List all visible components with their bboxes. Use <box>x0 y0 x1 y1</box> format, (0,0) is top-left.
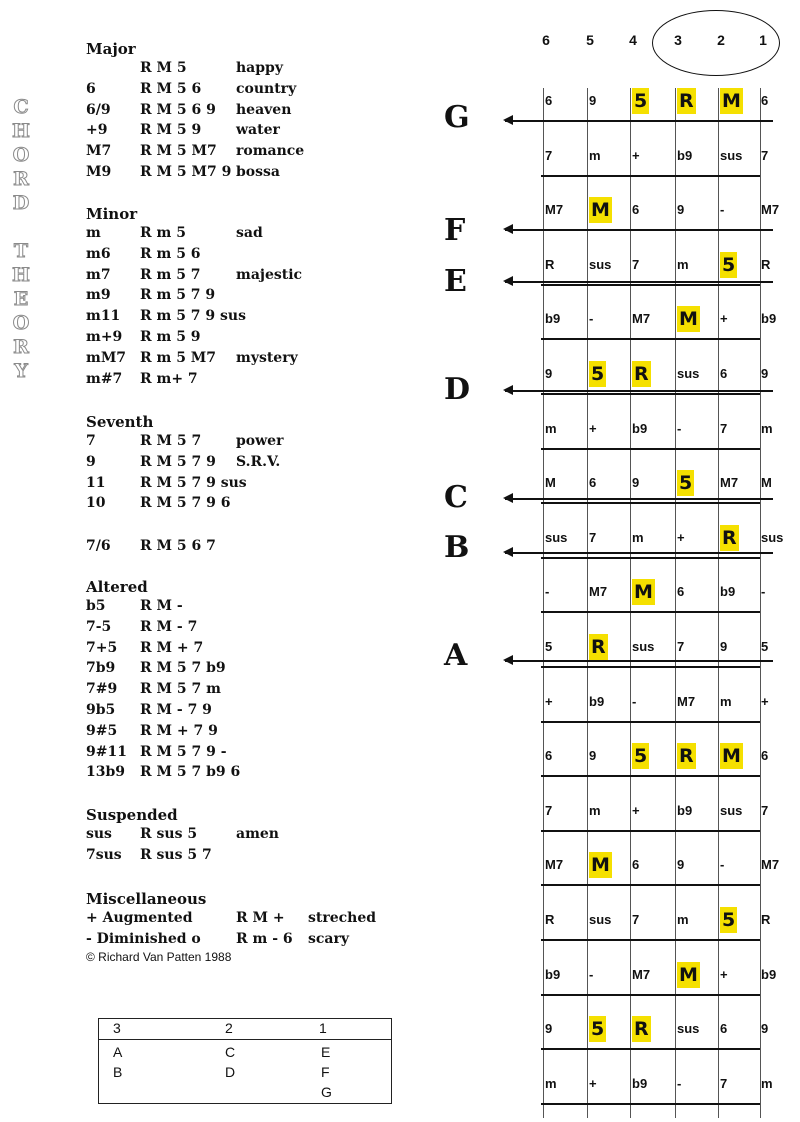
fret-degree: 6 <box>677 584 685 600</box>
chord-name: - Diminished o <box>86 930 201 947</box>
fret-degree: b9 <box>545 311 561 327</box>
fret-line <box>541 775 760 777</box>
fret-degree: b9 <box>677 802 693 818</box>
fret-degree: 7 <box>677 639 685 654</box>
fret-degree: R <box>545 256 555 272</box>
fret-degree: 6 <box>720 1021 728 1037</box>
fret-degree: M <box>634 581 653 604</box>
chord-formula: R m 5 7 9 sus <box>140 308 246 325</box>
note-label-b: B <box>444 530 470 565</box>
fret-line <box>541 1048 760 1050</box>
chord-name: 7b9 <box>86 660 116 677</box>
fret-degree: + <box>589 420 597 436</box>
fret-degree: 7 <box>632 912 640 927</box>
chord-formula: R m 5 7 9 <box>140 287 216 304</box>
fret-degree: sus <box>677 1021 700 1037</box>
chord-formula: R M 5 6 9 <box>140 101 216 118</box>
chord-mood: country <box>236 80 297 97</box>
chord-formula: R M 5 M7 9 <box>140 164 232 180</box>
string-line <box>543 88 544 1118</box>
fret-degree: M <box>679 308 698 331</box>
fret-degree: 5 <box>545 639 553 654</box>
fret-line <box>541 502 760 504</box>
section-title: Suspended <box>86 806 178 824</box>
fret-line <box>541 939 760 941</box>
chord-mood: mystery <box>236 349 298 366</box>
fret-line <box>541 884 760 886</box>
chord-formula: R M 5 7 9 <box>140 453 216 470</box>
chord-formula: R M 5 7 <box>140 433 202 449</box>
fret-degree: M7 <box>761 202 780 218</box>
fret-degree: b9 <box>589 693 605 709</box>
fret-degree: 7 <box>589 529 597 545</box>
box-header-1: 1 <box>319 1020 327 1036</box>
fret-degree: 5 <box>591 363 605 385</box>
vertical-title-letter: C <box>13 96 29 118</box>
fret-degree: b9 <box>761 966 777 982</box>
chord-name: m7 <box>86 266 111 283</box>
chord-name: m9 <box>86 287 111 304</box>
fret-degree: R <box>634 363 649 385</box>
chord-formula: R M + 7 <box>140 639 204 656</box>
fret-degree: 7 <box>545 147 553 163</box>
note-label-d: D <box>444 372 471 407</box>
fret-degree: + <box>720 311 728 327</box>
fret-degree: - <box>761 584 766 600</box>
fret-degree: M <box>722 745 741 768</box>
vertical-title-letter: H <box>12 264 30 286</box>
copyright: © Richard Van Patten 1988 <box>86 950 232 964</box>
box-header-line <box>99 1021 391 1040</box>
box-note: F <box>321 1064 330 1080</box>
chord-name: 10 <box>86 495 106 512</box>
chord-formula: R M 5 6 7 <box>140 538 216 555</box>
vertical-title-letter: Y <box>14 360 28 382</box>
fret-degree: M <box>761 475 772 491</box>
fret-degree: m <box>545 420 557 436</box>
chord-formula: R m 5 <box>140 225 186 241</box>
fret-degree: R <box>634 1018 649 1041</box>
fret-line <box>541 830 760 832</box>
chord-name: 9#11 <box>86 743 127 760</box>
vertical-title-letter: T <box>13 240 29 262</box>
chord-name: 6/9 <box>86 101 111 118</box>
vertical-title-letter: R <box>13 168 29 190</box>
chord-formula: R M + 7 9 <box>140 722 218 739</box>
chord-name: 7+5 <box>86 639 118 656</box>
fret-degree: 7 <box>632 256 640 272</box>
fret-degree: 7 <box>761 802 769 818</box>
chord-mood: majestic <box>236 266 303 283</box>
fret-degree: M7 <box>720 475 739 491</box>
chord-name: 7#9 <box>86 681 118 698</box>
fret-degree: R <box>545 912 555 927</box>
string-line <box>587 88 588 1118</box>
fret-degree: + <box>632 147 640 163</box>
fret-degree: 5 <box>591 1018 605 1041</box>
fret-degree: M7 <box>545 202 564 218</box>
arrow-b <box>505 552 773 554</box>
chord-name: 7 <box>86 433 96 449</box>
fret-degree: 9 <box>589 93 597 108</box>
chord-formula: R m 5 7 <box>140 266 201 283</box>
chord-mood: amen <box>236 826 279 842</box>
fret-degree: M <box>679 963 698 986</box>
chord-formula: R m 5 6 <box>140 245 201 262</box>
chord-name: m#7 <box>86 370 123 387</box>
section-title: Minor <box>86 205 138 223</box>
fret-degree: 9 <box>545 1021 553 1037</box>
box-note: C <box>225 1044 236 1060</box>
fret-degree: - <box>677 1075 682 1091</box>
fret-degree: + <box>545 693 553 709</box>
chord-name: M9 <box>86 164 112 180</box>
string-number: 4 <box>629 32 637 48</box>
note-label-g: G <box>444 100 470 135</box>
chord-name: 11 <box>86 474 106 491</box>
fret-degree: M7 <box>632 311 651 327</box>
fret-degree: 5 <box>679 472 693 495</box>
chord-name: m11 <box>86 308 121 325</box>
chord-formula: R m 5 M7 <box>140 349 217 366</box>
string-number: 5 <box>586 32 594 48</box>
chord-formula: R m 5 9 <box>140 329 201 345</box>
fret-degree: 7 <box>720 1075 728 1091</box>
vertical-title-letter <box>10 215 32 239</box>
chord-name: mM7 <box>86 349 127 366</box>
fret-degree: 5 <box>722 253 736 276</box>
chord-name: 9b5 <box>86 702 116 718</box>
chord-name: sus <box>86 826 112 842</box>
fret-line <box>541 393 760 395</box>
chord-formula: R M + <box>236 910 285 926</box>
fret-degree: 5 <box>761 639 769 654</box>
fret-degree: R <box>591 636 606 658</box>
arrow-a <box>505 660 773 662</box>
fret-degree: - <box>545 584 550 600</box>
fret-line <box>541 611 760 613</box>
chord-formula: R M 5 9 <box>140 122 202 139</box>
string-number: 1 <box>759 32 767 48</box>
fret-degree: + <box>589 1075 597 1091</box>
chord-name: 9 <box>86 453 96 470</box>
chord-name: 7/6 <box>86 538 111 555</box>
fret-degree: R <box>722 526 737 549</box>
fret-degree: + <box>677 529 685 545</box>
fret-degree: m <box>761 420 773 436</box>
fret-degree: M7 <box>677 693 696 709</box>
vertical-title-letter: E <box>13 288 29 310</box>
chord-name: 7sus <box>86 846 122 863</box>
section-title: Seventh <box>86 413 154 431</box>
chord-mood: streched <box>308 910 377 926</box>
chord-formula: R M - <box>140 598 183 614</box>
fret-degree: 6 <box>632 202 640 218</box>
fret-degree: m <box>677 256 689 272</box>
fret-degree: 6 <box>632 857 640 873</box>
note-label-c: C <box>444 480 468 515</box>
fret-degree: 7 <box>761 147 769 163</box>
fret-degree: m <box>589 802 601 818</box>
arrow-e <box>505 281 773 283</box>
fret-degree: b9 <box>720 584 736 600</box>
chord-formula: R m+ 7 <box>140 370 198 387</box>
fret-degree: m <box>761 1075 773 1091</box>
chord-formula: R M 5 7 m <box>140 681 221 698</box>
chord-name: + Augmented <box>86 910 193 926</box>
string-line <box>760 88 761 1118</box>
chord-mood: S.R.V. <box>236 453 281 470</box>
string-line <box>718 88 719 1118</box>
chord-formula: R M 5 7 9 6 <box>140 495 231 512</box>
fret-degree: - <box>589 966 594 982</box>
fret-degree: m <box>589 147 601 163</box>
fret-degree: M <box>591 854 610 877</box>
fret-degree: - <box>632 693 637 709</box>
chord-name: m <box>86 225 101 241</box>
chord-formula: R M 5 M7 <box>140 143 217 160</box>
fret-degree: R <box>679 90 694 112</box>
string-note-box <box>98 1018 392 1104</box>
fret-line <box>541 1103 760 1105</box>
chord-mood: heaven <box>236 101 292 118</box>
fret-degree: - <box>720 202 725 218</box>
string-number: 6 <box>542 32 550 48</box>
fret-degree: 9 <box>677 202 685 218</box>
fret-degree: 6 <box>761 748 769 764</box>
box-note: D <box>225 1064 236 1080</box>
fret-degree: - <box>677 420 682 436</box>
fret-degree: - <box>720 857 725 873</box>
box-note: E <box>321 1044 331 1060</box>
chord-formula: R M 5 7 b9 <box>140 660 226 677</box>
fret-degree: 6 <box>545 93 553 108</box>
fret-degree: R <box>679 745 694 768</box>
box-note: A <box>113 1044 123 1060</box>
note-label-f: F <box>444 213 466 248</box>
chord-formula: R M 5 7 b9 6 <box>140 764 241 781</box>
fret-degree: R <box>761 256 771 272</box>
fret-degree: sus <box>761 529 784 545</box>
fret-degree: sus <box>589 912 612 927</box>
box-note: G <box>321 1084 332 1100</box>
vertical-title-letter: D <box>12 192 30 214</box>
chord-formula: R M 5 7 9 sus <box>140 474 247 491</box>
fret-degree: 6 <box>545 748 553 764</box>
box-note: B <box>113 1064 123 1080</box>
chord-mood: water <box>236 122 280 139</box>
chord-formula: R M - 7 <box>140 618 198 635</box>
fret-degree: M <box>722 90 741 112</box>
fret-degree: 7 <box>720 420 728 436</box>
fret-degree: m <box>720 693 732 709</box>
chord-formula: R m - 6 <box>236 930 293 947</box>
fret-degree: 9 <box>632 475 640 491</box>
fret-degree: 9 <box>545 366 553 381</box>
fret-degree: m <box>677 912 689 927</box>
chord-name: m6 <box>86 245 111 262</box>
string-number: 2 <box>717 32 725 48</box>
fret-line <box>541 448 760 450</box>
fret-degree: 5 <box>722 909 736 931</box>
fret-degree: R <box>761 912 771 927</box>
fret-degree: sus <box>720 802 743 818</box>
chord-name: 13b9 <box>86 764 126 781</box>
fret-line <box>541 557 760 559</box>
box-header-2: 2 <box>225 1020 233 1036</box>
chord-mood: happy <box>236 60 283 76</box>
vertical-title-letter: O <box>12 144 30 166</box>
chord-mood: scary <box>308 930 349 947</box>
vertical-title-letter: H <box>12 120 30 142</box>
vertical-title-letter: O <box>12 312 30 334</box>
fret-degree: + <box>761 693 769 709</box>
fret-degree: b9 <box>545 966 561 982</box>
chord-name: 7-5 <box>86 618 112 635</box>
chord-formula: R sus 5 7 <box>140 846 212 863</box>
fret-degree: 6 <box>720 366 728 381</box>
chord-formula: R M 5 6 <box>140 80 202 97</box>
chord-formula: R M - 7 9 <box>140 702 212 718</box>
fret-degree: sus <box>677 366 700 381</box>
fret-line <box>541 721 760 723</box>
chord-mood: bossa <box>236 164 280 180</box>
fret-degree: M <box>545 475 556 491</box>
box-header-3: 3 <box>113 1020 121 1036</box>
fret-degree: 9 <box>720 639 728 654</box>
fret-degree: 6 <box>589 475 597 491</box>
section-title: Major <box>86 40 136 58</box>
fret-degree: sus <box>720 147 743 163</box>
chord-mood: romance <box>236 143 305 160</box>
fret-degree: 9 <box>589 748 597 764</box>
fret-degree: + <box>720 966 728 982</box>
vertical-title-letter: R <box>13 336 29 358</box>
fret-degree: 9 <box>761 366 769 381</box>
fret-line <box>541 284 760 286</box>
fret-line <box>541 994 760 996</box>
fret-degree: m <box>632 529 644 545</box>
fret-degree: b9 <box>761 311 777 327</box>
chord-formula: R M 5 <box>140 60 187 76</box>
fret-degree: m <box>545 1075 557 1091</box>
chord-name: 9#5 <box>86 722 118 739</box>
note-label-a: A <box>444 638 468 673</box>
fret-degree: + <box>632 802 640 818</box>
fret-degree: b9 <box>632 1075 648 1091</box>
fret-degree: b9 <box>632 420 648 436</box>
fret-degree: 6 <box>761 93 769 108</box>
chord-name: +9 <box>86 122 108 139</box>
chord-name: b5 <box>86 598 106 614</box>
fret-degree: b9 <box>677 147 693 163</box>
fret-degree: 9 <box>761 1021 769 1037</box>
arrow-d <box>505 390 773 392</box>
fret-degree: M7 <box>632 966 651 982</box>
chord-name: m+9 <box>86 329 123 345</box>
fret-degree: 9 <box>677 857 685 873</box>
fret-degree: sus <box>589 256 612 272</box>
chord-formula: R sus 5 <box>140 826 198 842</box>
fret-degree: M7 <box>761 857 780 873</box>
fret-degree: M7 <box>545 857 564 873</box>
fret-line <box>541 338 760 340</box>
fret-degree: M <box>591 199 610 222</box>
chord-name: 6 <box>86 80 96 97</box>
arrow-c <box>505 498 773 500</box>
fret-degree: sus <box>545 529 568 545</box>
section-title: Miscellaneous <box>86 890 207 908</box>
fret-degree: M7 <box>589 584 608 600</box>
arrow-g <box>505 120 773 122</box>
fret-degree: 7 <box>545 802 553 818</box>
fret-degree: 5 <box>634 90 648 112</box>
string-number: 3 <box>674 32 682 48</box>
vertical-title <box>10 95 32 383</box>
fret-degree: sus <box>632 639 655 654</box>
note-label-e: E <box>444 264 467 299</box>
fret-line <box>541 175 760 177</box>
chord-mood: power <box>236 433 284 449</box>
fret-line <box>541 666 760 668</box>
chord-formula: R M 5 7 9 - <box>140 743 227 760</box>
fret-degree: - <box>589 311 594 327</box>
chord-mood: sad <box>236 225 263 241</box>
chord-name: M7 <box>86 143 112 160</box>
fret-degree: 5 <box>634 745 648 768</box>
arrow-f <box>505 229 773 231</box>
section-title: Altered <box>86 578 148 596</box>
